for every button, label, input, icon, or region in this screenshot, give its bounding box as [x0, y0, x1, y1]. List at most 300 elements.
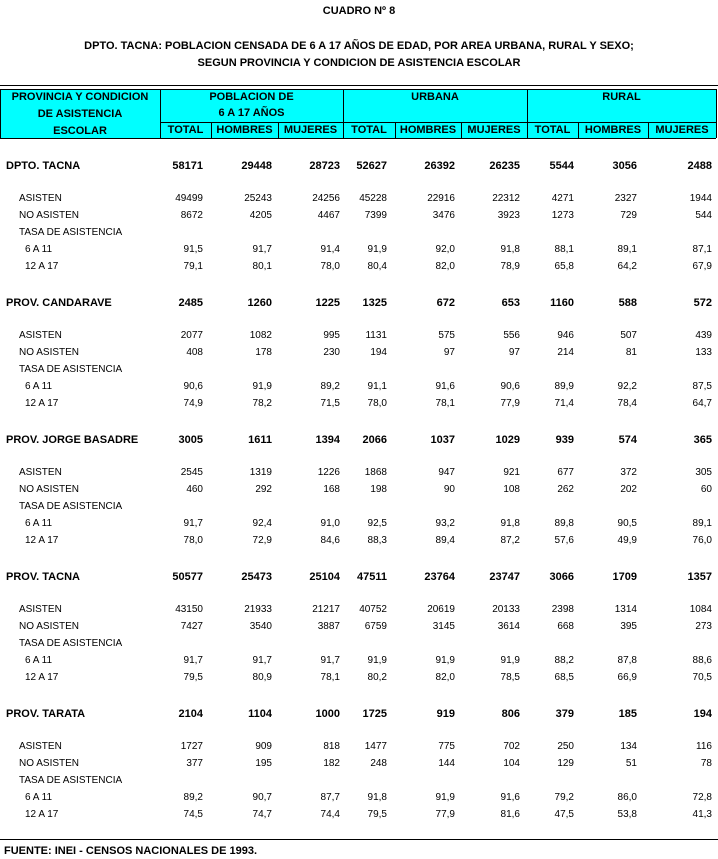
table-cell: 87,5 [692, 381, 712, 392]
table-cell: 91,0 [320, 518, 340, 529]
table-cell: 129 [557, 758, 574, 769]
table-cell: 3476 [432, 210, 455, 221]
table-cell: 40752 [359, 604, 387, 615]
table-cell: 81,6 [500, 809, 520, 820]
table-cell: 91,9 [252, 381, 272, 392]
row-label: NO ASISTEN [19, 758, 80, 769]
table-cell: 2066 [362, 434, 387, 446]
table-cell: 89,4 [435, 535, 455, 546]
table-cell: 91,7 [183, 655, 203, 666]
table-cell: 80,9 [252, 672, 272, 683]
table-cell: 3614 [497, 621, 520, 632]
table-cell: 134 [620, 741, 637, 752]
table-cell: 97 [508, 347, 520, 358]
table-row-tasa-12-17 [0, 672, 718, 686]
table-cell: 439 [695, 330, 712, 341]
table-cell: 28723 [309, 160, 340, 172]
header-col-total: TOTAL [167, 124, 204, 136]
header-col-total: TOTAL [534, 124, 571, 136]
table-cell: 64,7 [692, 398, 712, 409]
table-cell: 25473 [241, 571, 272, 583]
table-cell: 91,9 [435, 655, 455, 666]
table-cell: 1709 [612, 571, 637, 583]
table-row-tasa-header [0, 775, 718, 789]
table-cell: 3887 [317, 621, 340, 632]
table-row-asisten [0, 741, 718, 755]
table-cell: 1727 [180, 741, 203, 752]
table-top-rule [0, 85, 718, 86]
table-cell: 22312 [492, 193, 520, 204]
table-cell: 182 [323, 758, 340, 769]
table-cell: 194 [693, 708, 712, 720]
row-label: 12 A 17 [25, 672, 59, 683]
table-cell: 78,4 [617, 398, 637, 409]
table-row-tasa-6-11 [0, 792, 718, 806]
table-cell: 1314 [614, 604, 637, 615]
table-cell: 909 [255, 741, 272, 752]
row-label: 6 A 11 [25, 381, 53, 392]
header-row-label-2: DE ASISTENCIA [37, 108, 123, 120]
row-label: PROV. JORGE BASADRE [6, 434, 139, 446]
table-bottom-rule [0, 839, 718, 840]
table-cell: 230 [323, 347, 340, 358]
table-cell: 89,2 [183, 792, 203, 803]
table-cell: 1029 [495, 434, 520, 446]
table-row-tasa-header [0, 364, 718, 378]
table-cell: 1611 [248, 434, 272, 446]
table-cell: 88,3 [367, 535, 387, 546]
row-label: PROV. CANDARAVE [6, 297, 112, 309]
row-label: PROV. TARATA [6, 708, 86, 720]
table-cell: 21933 [244, 604, 272, 615]
source-footnote: FUENTE: INEI - CENSOS NACIONALES DE 1993. [4, 845, 258, 857]
table-cell: 556 [503, 330, 520, 341]
table-cell: 90 [443, 484, 455, 495]
table-cell: 3540 [249, 621, 272, 632]
table-cell: 4205 [249, 210, 272, 221]
table-cell: 91,7 [320, 655, 340, 666]
table-cell: 64,2 [617, 261, 637, 272]
table-cell: 82,0 [435, 261, 455, 272]
table-cell: 91,7 [183, 518, 203, 529]
table-cell: 198 [370, 484, 387, 495]
table-row-tasa-12-17 [0, 398, 718, 412]
table-row-total [0, 160, 718, 174]
row-label: NO ASISTEN [19, 347, 80, 358]
table-cell: 818 [323, 741, 340, 752]
table-cell: 2545 [180, 467, 203, 478]
row-label: 6 A 11 [25, 518, 53, 529]
header-col-hombres: HOMBRES [584, 124, 642, 136]
table-cell: 52627 [356, 160, 387, 172]
table-cell: 507 [620, 330, 637, 341]
table-row-total [0, 571, 718, 585]
table-cell: 1160 [550, 297, 574, 309]
table-cell: 24256 [312, 193, 340, 204]
header-col-mujeres: MUJERES [655, 124, 709, 136]
table-cell: 49,9 [617, 535, 637, 546]
table-cell: 89,2 [320, 381, 340, 392]
table-cell: 214 [557, 347, 574, 358]
table-cell: 1477 [364, 741, 387, 752]
table-row-tasa-12-17 [0, 809, 718, 823]
table-cell: 91,7 [252, 655, 272, 666]
table-cell: 1273 [551, 210, 574, 221]
table-cell: 168 [323, 484, 340, 495]
table-subtitle-line2: SEGUN PROVINCIA Y CONDICION DE ASISTENCIA ESCOLAR [197, 57, 521, 69]
row-label: TASA DE ASISTENCIA [19, 501, 123, 512]
table-cell: 91,9 [367, 655, 387, 666]
table-row-tasa-6-11 [0, 244, 718, 258]
table-cell: 78,0 [367, 398, 387, 409]
table-row-asisten [0, 604, 718, 618]
table-cell: 91,1 [367, 381, 387, 392]
table-row-no-asisten [0, 621, 718, 635]
table-cell: 292 [255, 484, 272, 495]
table-cell: 365 [693, 434, 712, 446]
row-label: 6 A 11 [25, 244, 53, 255]
table-cell: 41,3 [692, 809, 712, 820]
table-cell: 1868 [364, 467, 387, 478]
table-cell: 89,1 [692, 518, 712, 529]
header-group-total-1: POBLACION DE [209, 91, 294, 103]
table-cell: 4271 [551, 193, 574, 204]
table-cell: 86,0 [617, 792, 637, 803]
table-cell: 89,1 [617, 244, 637, 255]
table-cell: 273 [695, 621, 712, 632]
row-label: NO ASISTEN [19, 621, 80, 632]
table-cell: 25104 [309, 571, 340, 583]
table-cell: 91,8 [500, 244, 520, 255]
table-row-asisten [0, 193, 718, 207]
table-cell: 202 [620, 484, 637, 495]
table-cell: 185 [618, 708, 637, 720]
table-cell: 97 [443, 347, 455, 358]
table-cell: 372 [620, 467, 637, 478]
table-cell: 79,1 [183, 261, 203, 272]
table-cell: 72,8 [692, 792, 712, 803]
table-cell: 87,1 [692, 244, 712, 255]
row-label: 12 A 17 [25, 398, 59, 409]
table-cell: 1325 [362, 297, 387, 309]
table-cell: 90,5 [617, 518, 637, 529]
table-cell: 572 [693, 297, 712, 309]
table-cell: 408 [186, 347, 203, 358]
header-row-label-1: PROVINCIA Y CONDICION [11, 91, 149, 103]
table-row-no-asisten [0, 758, 718, 772]
table-cell: 89,8 [554, 518, 574, 529]
table-cell: 81 [625, 347, 637, 358]
table-cell: 20133 [492, 604, 520, 615]
table-cell: 116 [696, 741, 712, 752]
table-cell: 77,9 [435, 809, 455, 820]
table-cell: 80,2 [367, 672, 387, 683]
table-cell: 20619 [427, 604, 455, 615]
table-cell: 775 [438, 741, 455, 752]
table-cell: 91,9 [367, 244, 387, 255]
table-cell: 194 [370, 347, 387, 358]
table-cell: 74,9 [183, 398, 203, 409]
table-cell: 71,4 [554, 398, 574, 409]
table-cell: 1260 [247, 297, 272, 309]
table-cell: 1725 [362, 708, 387, 720]
header-group-total-2: 6 A 17 AÑOS [218, 107, 285, 119]
table-cell: 78,0 [183, 535, 203, 546]
row-label: ASISTEN [19, 741, 62, 752]
table-cell: 91,4 [320, 244, 340, 255]
table-cell: 5544 [549, 160, 574, 172]
table-cell: 6759 [364, 621, 387, 632]
table-cell: 8672 [180, 210, 203, 221]
header-col-mujeres: MUJERES [283, 124, 338, 136]
table-cell: 250 [557, 741, 574, 752]
table-cell: 1037 [430, 434, 455, 446]
table-cell: 2488 [687, 160, 712, 172]
table-cell: 1225 [315, 297, 340, 309]
table-cell: 84,6 [320, 535, 340, 546]
table-cell: 91,9 [435, 792, 455, 803]
table-cell: 995 [323, 330, 340, 341]
table-cell: 1394 [315, 434, 340, 446]
table-cell: 104 [503, 758, 520, 769]
table-cell: 672 [436, 297, 455, 309]
table-cell: 574 [618, 434, 637, 446]
row-label: 6 A 11 [25, 792, 53, 803]
table-cell: 92,0 [435, 244, 455, 255]
table-cell: 92,5 [367, 518, 387, 529]
table-cell: 1131 [365, 330, 387, 341]
table-row-tasa-6-11 [0, 381, 718, 395]
table-cell: 88,6 [692, 655, 712, 666]
table-cell: 2077 [180, 330, 203, 341]
table-cell: 88,1 [554, 244, 574, 255]
table-cell: 74,4 [320, 809, 340, 820]
table-cell: 2327 [614, 193, 637, 204]
table-cell: 2104 [178, 708, 203, 720]
row-label: 6 A 11 [25, 655, 53, 666]
table-cell: 1082 [249, 330, 272, 341]
table-cell: 78,2 [252, 398, 272, 409]
table-cell: 729 [620, 210, 637, 221]
table-cell: 947 [438, 467, 455, 478]
table-cell: 22916 [427, 193, 455, 204]
table-row-tasa-6-11 [0, 518, 718, 532]
table-cell: 78 [700, 758, 712, 769]
table-subtitle-line1: DPTO. TACNA: POBLACION CENSADA DE 6 A 17 AÑOS DE EDAD, POR AREA URBANA, RURAL Y SEXO; [84, 40, 634, 52]
table-cell: 3056 [612, 160, 637, 172]
table-cell: 93,2 [435, 518, 455, 529]
row-label: NO ASISTEN [19, 484, 80, 495]
table-cell: 47511 [357, 571, 387, 583]
table-cell: 26392 [424, 160, 455, 172]
row-label: PROV. TACNA [6, 571, 80, 583]
table-cell: 58171 [172, 160, 203, 172]
header-col-hombres: HOMBRES [216, 124, 273, 136]
table-cell: 377 [186, 758, 203, 769]
table-cell: 91,7 [252, 244, 272, 255]
table-cell: 50577 [172, 571, 203, 583]
table-cell: 946 [557, 330, 574, 341]
table-cell: 4467 [317, 210, 340, 221]
table-cell: 133 [695, 347, 712, 358]
table-cell: 2485 [178, 297, 203, 309]
table-cell: 76,0 [692, 535, 712, 546]
table-cell: 45228 [359, 193, 387, 204]
table-cell: 544 [695, 210, 712, 221]
table-cell: 7399 [364, 210, 387, 221]
table-cell: 305 [695, 467, 712, 478]
table-cell: 575 [438, 330, 455, 341]
row-label: ASISTEN [19, 193, 62, 204]
row-label: TASA DE ASISTENCIA [19, 364, 123, 375]
table-cell: 939 [555, 434, 574, 446]
table-cell: 588 [618, 297, 637, 309]
table-title: CUADRO Nº 8 [322, 5, 396, 17]
table-cell: 82,0 [435, 672, 455, 683]
table-cell: 3145 [432, 621, 455, 632]
table-cell: 89,9 [554, 381, 574, 392]
table-cell: 78,5 [500, 672, 520, 683]
table-cell: 460 [186, 484, 203, 495]
table-cell: 53,8 [617, 809, 637, 820]
table-cell: 91,6 [500, 792, 520, 803]
row-label: ASISTEN [19, 467, 62, 478]
table-row-tasa-header [0, 638, 718, 652]
table-row-total [0, 708, 718, 722]
table-cell: 653 [501, 297, 520, 309]
table-cell: 919 [436, 708, 455, 720]
table-cell: 1000 [315, 708, 340, 720]
table-cell: 7427 [180, 621, 203, 632]
table-row-no-asisten [0, 484, 718, 498]
table-cell: 144 [438, 758, 455, 769]
table-cell: 80,1 [252, 261, 272, 272]
table-row-asisten [0, 467, 718, 481]
table-cell: 88,2 [554, 655, 574, 666]
row-label: ASISTEN [19, 604, 62, 615]
table-cell: 79,5 [183, 672, 203, 683]
table-cell: 1357 [687, 571, 712, 583]
table-cell: 677 [557, 467, 574, 478]
table-cell: 23764 [424, 571, 455, 583]
table-cell: 78,1 [320, 672, 340, 683]
table-cell: 806 [501, 708, 520, 720]
table-cell: 72,9 [252, 535, 272, 546]
table-row-tasa-6-11 [0, 655, 718, 669]
table-cell: 78,1 [435, 398, 455, 409]
table-cell: 23747 [489, 571, 520, 583]
table-cell: 49499 [175, 193, 203, 204]
table-cell: 90,6 [500, 381, 520, 392]
table-row-tasa-header [0, 227, 718, 241]
table-cell: 68,5 [554, 672, 574, 683]
header-col-total: TOTAL [351, 124, 387, 136]
table-cell: 87,7 [320, 792, 340, 803]
table-row-asisten [0, 330, 718, 344]
table-row-tasa-12-17 [0, 261, 718, 275]
table-cell: 3923 [497, 210, 520, 221]
table-cell: 248 [370, 758, 387, 769]
table-row-tasa-header [0, 501, 718, 515]
table-cell: 1104 [248, 708, 272, 720]
table-cell: 1084 [689, 604, 712, 615]
table-cell: 921 [503, 467, 520, 478]
table-cell: 57,6 [554, 535, 574, 546]
table-row-no-asisten [0, 347, 718, 361]
table-cell: 90,7 [252, 792, 272, 803]
row-label: DPTO. TACNA [6, 160, 81, 172]
table-cell: 379 [555, 708, 574, 720]
table-cell: 60 [700, 484, 712, 495]
table-cell: 195 [255, 758, 272, 769]
table-cell: 80,4 [367, 261, 387, 272]
row-label: TASA DE ASISTENCIA [19, 227, 123, 238]
table-row-total [0, 297, 718, 311]
table-cell: 29448 [241, 160, 272, 172]
table-cell: 92,2 [617, 381, 637, 392]
table-cell: 70,5 [692, 672, 712, 683]
table-cell: 91,6 [435, 381, 455, 392]
row-label: 12 A 17 [25, 809, 59, 820]
table-cell: 79,2 [554, 792, 574, 803]
table-cell: 21217 [312, 604, 340, 615]
row-label: ASISTEN [19, 330, 62, 341]
table-cell: 108 [503, 484, 520, 495]
table-cell: 87,2 [500, 535, 520, 546]
header-col-hombres: HOMBRES [399, 124, 457, 136]
table-cell: 1319 [249, 467, 272, 478]
table-cell: 79,5 [367, 809, 387, 820]
row-label: TASA DE ASISTENCIA [19, 638, 123, 649]
table-cell: 92,4 [252, 518, 272, 529]
header-col-mujeres: MUJERES [467, 124, 521, 136]
table-cell: 51 [625, 758, 637, 769]
table-cell: 90,6 [183, 381, 203, 392]
table-cell: 668 [557, 621, 574, 632]
table-cell: 395 [620, 621, 637, 632]
table-cell: 91,8 [500, 518, 520, 529]
table-cell: 25243 [244, 193, 272, 204]
header-group-rural: RURAL [602, 91, 641, 103]
table-cell: 71,5 [320, 398, 340, 409]
table-cell: 78,0 [320, 261, 340, 272]
table-cell: 65,8 [554, 261, 574, 272]
table-cell: 1944 [689, 193, 712, 204]
table-cell: 67,9 [692, 261, 712, 272]
table-cell: 26235 [489, 160, 520, 172]
table-cell: 43150 [175, 604, 203, 615]
row-label: TASA DE ASISTENCIA [19, 775, 123, 786]
table-cell: 66,9 [617, 672, 637, 683]
table-row-no-asisten [0, 210, 718, 224]
row-label: NO ASISTEN [19, 210, 80, 221]
table-cell: 74,5 [183, 809, 203, 820]
table-cell: 87,8 [617, 655, 637, 666]
header-group-urbana: URBANA [411, 91, 459, 103]
table-cell: 91,8 [367, 792, 387, 803]
header-row-label-3: ESCOLAR [53, 125, 107, 137]
table-cell: 262 [557, 484, 574, 495]
table-cell: 77,9 [500, 398, 520, 409]
table-cell: 702 [503, 741, 520, 752]
table-row-total [0, 434, 718, 448]
table-cell: 178 [255, 347, 272, 358]
table-row-tasa-12-17 [0, 535, 718, 549]
table-cell: 47,5 [554, 809, 574, 820]
table-cell: 91,5 [183, 244, 203, 255]
table-cell: 1226 [317, 467, 340, 478]
row-label: 12 A 17 [25, 535, 59, 546]
